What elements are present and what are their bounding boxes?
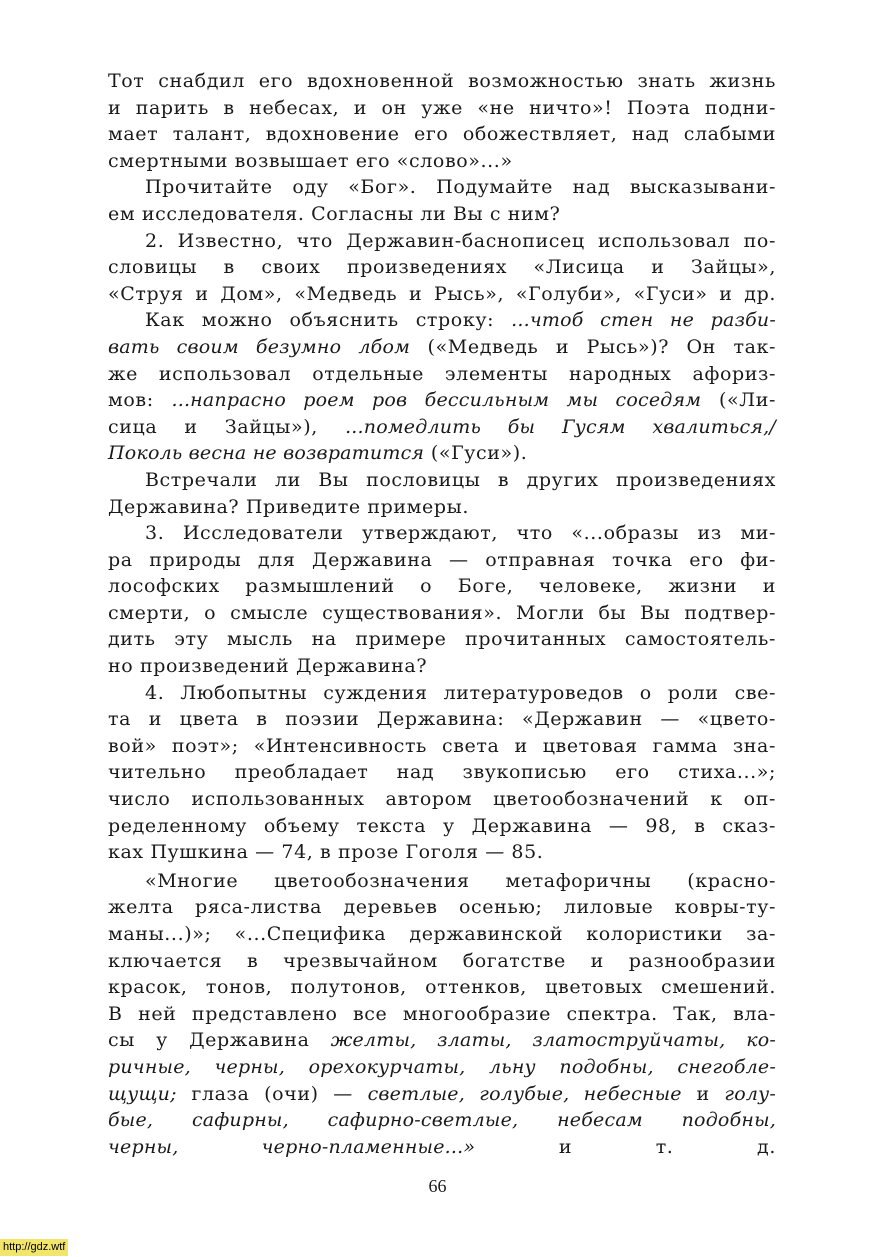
text-line xyxy=(108,1054,776,1081)
italic-quote: бые, сафирны, сафирно-светлые, небесам подобны, xyxy=(108,1109,776,1132)
text-run: и xyxy=(681,1082,725,1105)
text-line: чительно преобладает над звукописью его стиха...»; xyxy=(108,761,776,784)
text-line: ем исследователя. Согласны ли Вы с ним? xyxy=(108,202,561,225)
text-line: Прочитайте оду «Бог». Подумайте над высказывани- xyxy=(145,176,776,199)
text-line: ределенному объему текста у Державина — 98, в сказ- xyxy=(108,814,776,837)
document-body xyxy=(108,68,776,1160)
text-line: 3. Исследователи утверждают, что «...образы из ми- xyxy=(145,522,776,545)
text-line: «Многие цветообозначения метафоричны (красно- xyxy=(145,869,776,892)
text-line: «Струя и Дом», «Медведь и Рысь», «Голуби», «Гуси» и др. xyxy=(108,282,776,305)
italic-quote: ...напрасно роем ров бессильным мы соседям xyxy=(171,389,702,412)
text-line: лософских размышлений о Боге, человеке, жизни и xyxy=(108,575,776,598)
text-line: желта ряса-листва деревьев осенью; лиловые ковры-ту- xyxy=(108,896,776,919)
text-line: мает талант, вдохновение его обожествляет, над слабыми xyxy=(108,123,776,146)
text-line xyxy=(108,1081,776,1108)
text-run: мов: xyxy=(108,389,172,412)
italic-quote: голу- xyxy=(724,1082,776,1105)
text-line xyxy=(108,1107,776,1134)
italic-quote: ...помедлить бы Гусям хвалиться,/ xyxy=(345,415,776,438)
italic-quote: ...чтоб стен не разби- xyxy=(511,309,776,332)
text-line: ра природы для Державина — отправная точка его фи- xyxy=(108,548,776,571)
text-line: смертными возвышает его «слово»...» xyxy=(108,149,513,172)
text-line: вой» поэт»; «Интенсивность света и цветовая гамма зна- xyxy=(108,734,776,757)
text-line: маны...)»; «...Специфика державинской колористики за- xyxy=(108,923,776,945)
text-run: и т. д. xyxy=(475,1135,776,1158)
text-line: 4. Любопытны суждения литературоведов о роли све- xyxy=(145,681,776,704)
italic-quote: ричные, черны, орехокурчаты, льну подобны, снегобле- xyxy=(108,1055,776,1078)
text-line xyxy=(108,440,776,467)
italic-quote: черны, черно-пламенные...» xyxy=(108,1135,476,1158)
text-line: же использовал отдельные элементы народных афориз- xyxy=(108,362,776,385)
text-line: Державина? Приведите примеры. xyxy=(108,495,469,518)
text-line: та и цвета в поэзии Державина: «Державин — «цвето- xyxy=(108,708,776,731)
text-run: («Ли- xyxy=(701,389,776,412)
italic-quote: щущи; xyxy=(108,1082,177,1105)
text-run: сица и Зайцы»), xyxy=(108,415,346,438)
text-line: словицы в своих произведениях «Лисица и Зайцы», xyxy=(108,256,776,279)
text-line: число использованных автором цветообозначений к оп- xyxy=(108,788,776,811)
text-line xyxy=(108,307,776,334)
italic-quote: светлые, голубые, небесные xyxy=(367,1082,682,1105)
text-run: Как можно объяснить строку: xyxy=(145,309,512,332)
text-line xyxy=(108,1027,776,1054)
text-line: красок, тонов, полутонов, оттенков, цветовых смешений. xyxy=(108,976,776,999)
text-line: ках Пушкина — 74, в прозе Гоголя — 85. xyxy=(108,841,544,864)
text-run: сы у Державина xyxy=(108,1029,331,1052)
text-line xyxy=(108,1134,776,1161)
page-number: 66 xyxy=(428,1176,447,1196)
text-line: Встречали ли Вы пословицы в других произведениях xyxy=(145,468,776,491)
italic-quote: вать своим безумно лбом xyxy=(108,335,411,358)
text-line: дить эту мысль на примере прочитанных самостоятель- xyxy=(108,628,776,651)
watermark-link[interactable]: http://gdz.wtf xyxy=(0,1239,68,1256)
text-line: ключается в чрезвычайном богатстве и разнообразии xyxy=(108,949,776,972)
text-line xyxy=(108,387,776,414)
italic-quote: желты, златы, златоструйчаты, ко- xyxy=(330,1029,777,1052)
text-line xyxy=(108,334,776,361)
italic-quote: Поколь весна не возвратится xyxy=(108,442,425,465)
text-line: Тот снабдил его вдохновенной возможностью знать жизнь xyxy=(108,70,776,92)
text-line: 2. Известно, что Державин-баснописец использовал по- xyxy=(145,229,776,252)
text-run: («Медведь и Рысь»)? Он так- xyxy=(410,335,776,358)
text-line: и парить в небесах, и он уже «не ничто»! Поэта подни- xyxy=(108,96,776,119)
text-line: смерти, о смысле существования». Могли бы Вы подтвер- xyxy=(108,601,776,624)
text-line xyxy=(108,414,776,441)
text-line: но произведений Державина? xyxy=(108,655,428,678)
text-run: глаза (очи) — xyxy=(176,1082,368,1105)
text-line: В ней представлено все многообразие спектра. Так, вла- xyxy=(108,1002,776,1025)
text-run: («Гуси»). xyxy=(424,442,528,465)
